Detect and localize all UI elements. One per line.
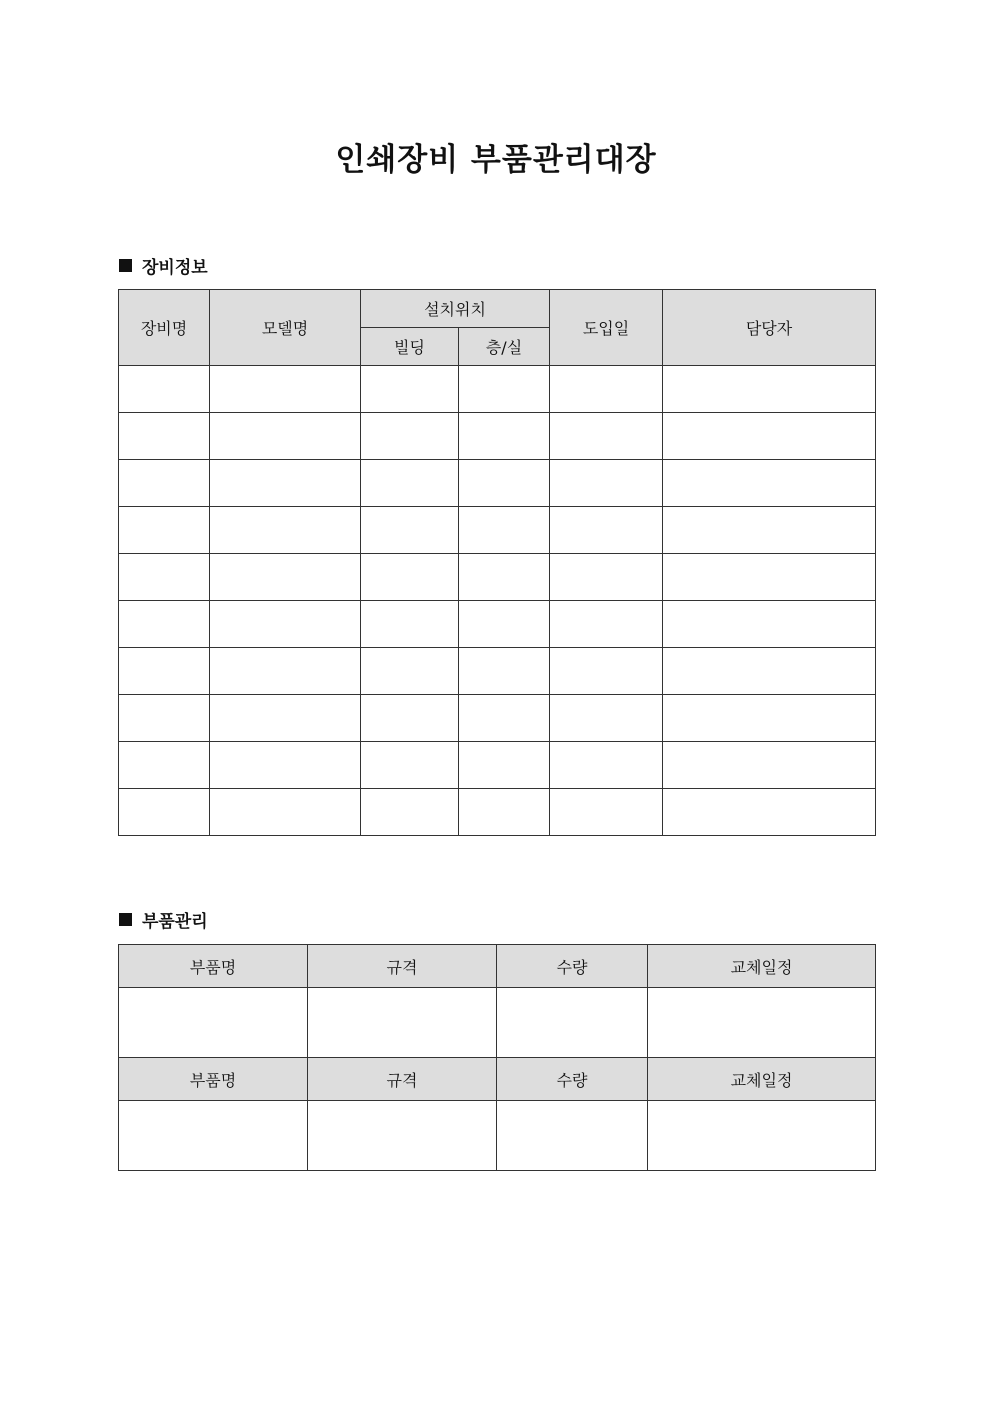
parts-section-heading <box>119 907 208 931</box>
building-cell[interactable] <box>361 554 459 601</box>
floor-room-cell[interactable] <box>459 507 550 554</box>
square-bullet-icon <box>119 913 132 926</box>
model-name-cell[interactable] <box>210 554 361 601</box>
building-cell[interactable] <box>361 789 459 836</box>
parts-header-row <box>119 1058 876 1101</box>
equipment-name-cell[interactable] <box>119 648 210 695</box>
equipment-name-cell[interactable] <box>119 507 210 554</box>
manager-cell[interactable] <box>663 554 876 601</box>
header-quantity: 수량 <box>497 945 648 988</box>
parts-entry-row <box>119 1101 876 1171</box>
equipment-table-body <box>119 366 876 836</box>
equipment-name-cell[interactable] <box>119 460 210 507</box>
table-row <box>119 695 876 742</box>
floor-room-cell[interactable] <box>459 695 550 742</box>
quantity-cell[interactable] <box>497 988 648 1058</box>
model-name-cell[interactable] <box>210 507 361 554</box>
header-spec: 규격 <box>308 945 497 988</box>
table-row <box>119 460 876 507</box>
model-name-cell[interactable] <box>210 648 361 695</box>
intro-date-cell[interactable] <box>550 507 663 554</box>
building-cell[interactable] <box>361 366 459 413</box>
table-row <box>119 601 876 648</box>
parts-entry-row <box>119 988 876 1058</box>
page-title: 인쇄장비 부품관리대장 <box>335 142 657 178</box>
header-building: 빌딩 <box>361 328 459 366</box>
square-bullet-icon <box>119 259 132 272</box>
header-part-name: 부품명 <box>119 1058 308 1101</box>
parts-section-label: 부품관리 <box>142 911 208 932</box>
intro-date-cell[interactable] <box>550 648 663 695</box>
table-row <box>119 554 876 601</box>
model-name-cell[interactable] <box>210 789 361 836</box>
header-intro-date: 도입일 <box>550 290 663 366</box>
building-cell[interactable] <box>361 601 459 648</box>
parts-table <box>118 944 876 1171</box>
equipment-name-cell[interactable] <box>119 554 210 601</box>
building-cell[interactable] <box>361 695 459 742</box>
spec-cell[interactable] <box>308 1101 497 1171</box>
intro-date-cell[interactable] <box>550 460 663 507</box>
equipment-section-heading <box>119 253 208 277</box>
table-row <box>119 366 876 413</box>
header-manager: 담당자 <box>663 290 876 366</box>
header-install-location: 설치위치 <box>361 290 550 328</box>
floor-room-cell[interactable] <box>459 460 550 507</box>
floor-room-cell[interactable] <box>459 601 550 648</box>
building-cell[interactable] <box>361 413 459 460</box>
quantity-cell[interactable] <box>497 1101 648 1171</box>
replacement-schedule-cell[interactable] <box>648 988 876 1058</box>
floor-room-cell[interactable] <box>459 554 550 601</box>
building-cell[interactable] <box>361 460 459 507</box>
header-part-name: 부품명 <box>119 945 308 988</box>
intro-date-cell[interactable] <box>550 789 663 836</box>
manager-cell[interactable] <box>663 460 876 507</box>
equipment-name-cell[interactable] <box>119 413 210 460</box>
intro-date-cell[interactable] <box>550 695 663 742</box>
manager-cell[interactable] <box>663 789 876 836</box>
manager-cell[interactable] <box>663 507 876 554</box>
part-name-cell[interactable] <box>119 988 308 1058</box>
intro-date-cell[interactable] <box>550 742 663 789</box>
equipment-name-cell[interactable] <box>119 601 210 648</box>
header-replacement-schedule: 교체일정 <box>648 1058 876 1101</box>
intro-date-cell[interactable] <box>550 601 663 648</box>
equipment-name-cell[interactable] <box>119 789 210 836</box>
manager-cell[interactable] <box>663 366 876 413</box>
table-row <box>119 413 876 460</box>
table-row <box>119 648 876 695</box>
building-cell[interactable] <box>361 648 459 695</box>
equipment-name-cell[interactable] <box>119 366 210 413</box>
header-equipment-name: 장비명 <box>119 290 210 366</box>
manager-cell[interactable] <box>663 601 876 648</box>
floor-room-cell[interactable] <box>459 648 550 695</box>
model-name-cell[interactable] <box>210 742 361 789</box>
manager-cell[interactable] <box>663 742 876 789</box>
equipment-name-cell[interactable] <box>119 695 210 742</box>
manager-cell[interactable] <box>663 413 876 460</box>
header-replacement-schedule: 교체일정 <box>648 945 876 988</box>
parts-header-row <box>119 945 876 988</box>
header-quantity: 수량 <box>497 1058 648 1101</box>
floor-room-cell[interactable] <box>459 789 550 836</box>
table-row <box>119 789 876 836</box>
intro-date-cell[interactable] <box>550 366 663 413</box>
spec-cell[interactable] <box>308 988 497 1058</box>
model-name-cell[interactable] <box>210 366 361 413</box>
model-name-cell[interactable] <box>210 695 361 742</box>
equipment-name-cell[interactable] <box>119 742 210 789</box>
equipment-section-label: 장비정보 <box>142 257 208 278</box>
manager-cell[interactable] <box>663 695 876 742</box>
replacement-schedule-cell[interactable] <box>648 1101 876 1171</box>
manager-cell[interactable] <box>663 648 876 695</box>
header-model-name: 모델명 <box>210 290 361 366</box>
intro-date-cell[interactable] <box>550 554 663 601</box>
header-spec: 규격 <box>308 1058 497 1101</box>
part-name-cell[interactable] <box>119 1101 308 1171</box>
header-floor-room: 층/실 <box>459 328 550 366</box>
model-name-cell[interactable] <box>210 601 361 648</box>
model-name-cell[interactable] <box>210 413 361 460</box>
intro-date-cell[interactable] <box>550 413 663 460</box>
equipment-table <box>118 289 876 836</box>
table-row <box>119 507 876 554</box>
building-cell[interactable] <box>361 507 459 554</box>
table-row <box>119 742 876 789</box>
floor-room-cell[interactable] <box>459 742 550 789</box>
model-name-cell[interactable] <box>210 460 361 507</box>
floor-room-cell[interactable] <box>459 413 550 460</box>
floor-room-cell[interactable] <box>459 366 550 413</box>
building-cell[interactable] <box>361 742 459 789</box>
